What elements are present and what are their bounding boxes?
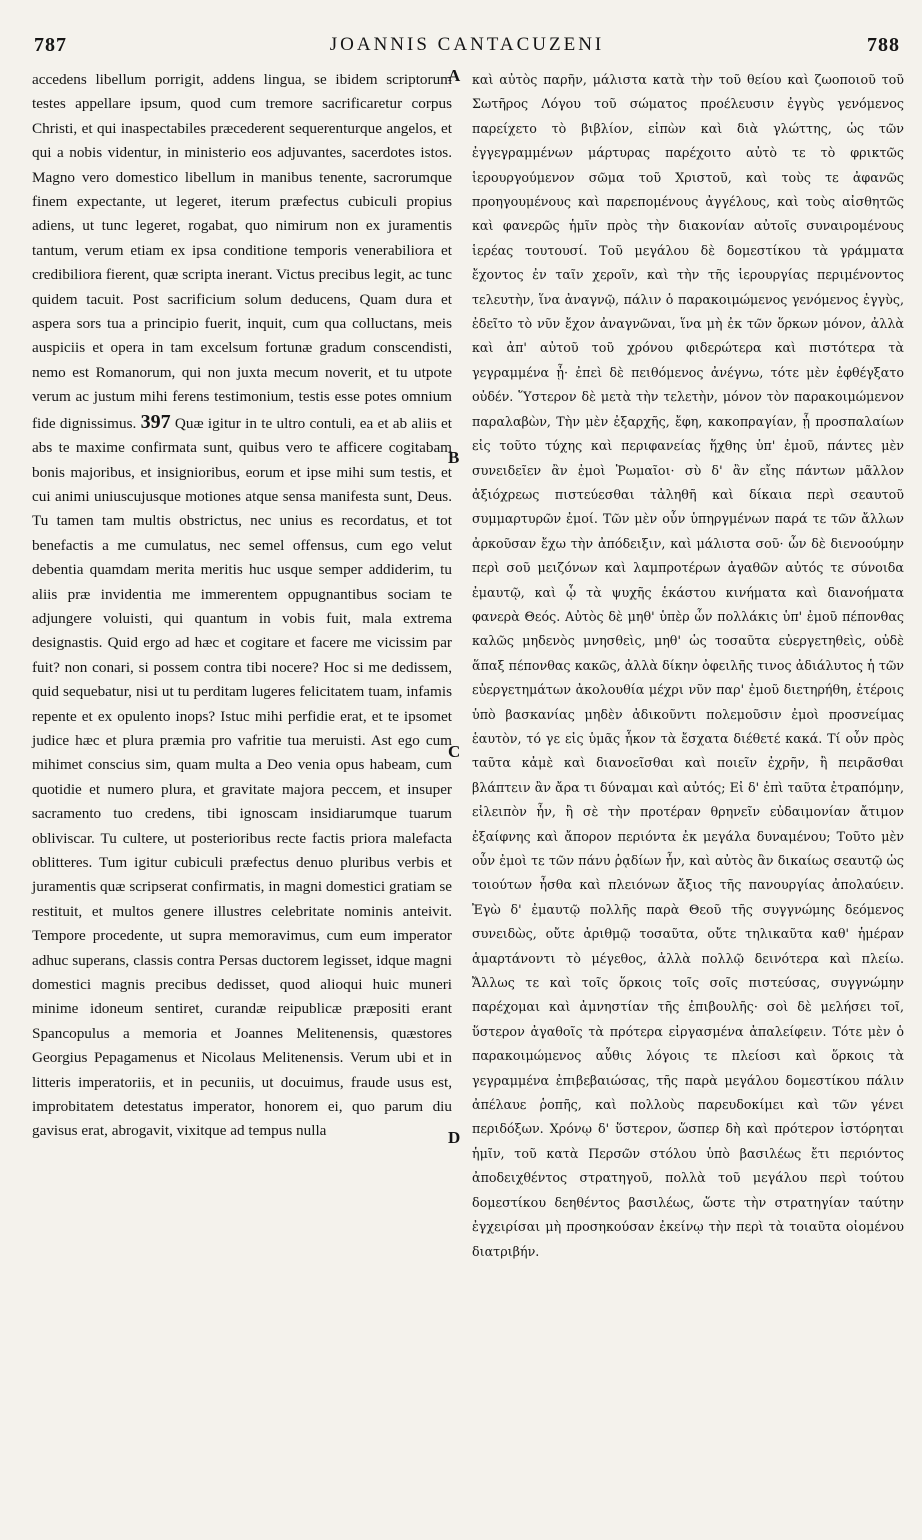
latin-text-part1: accedens libellum porrigit, addens lingua, se ibidem scriptorum testes appellare ipsum, quod cum tremore sacrificaretur corpus Christi, et qui inaspectabiles præcederent sequerenturque angelos, et qui a nobis videntur, in ministerio eos adjuvantes, sacerdotes istos. Magno vero domestico libellum in manibus tenente, sacrorumque finem expectante, ut legeret, iterum præfectus cubiculi propius adiens, ut tunc legeret, rogabat, quo nimirum non ex juramentis tantum, verum etiam ex ipsa conditione temporis venerabiliora et credibiliora fierent, quæ scripta inerant. Victus precibus legit, ac tunc quidem tacuit. Post sacrificium solum deducens, Quam dura et aspera sors tua a principio fuerit, inquit, cum qua colluctans, meis auspiciis et opera in tam excelsum fortunæ gradum conscendisti, nemo est Romanorum, qui non juxta mecum noverit, et tu utpote verum ac justum mihi ferens testimonium, testis esse potes omnium fide dignissimus. [32, 71, 452, 432]
margin-marker-a: A [448, 66, 461, 85]
latin-paragraph [32, 68, 452, 1144]
page-number-right: 788 [867, 33, 900, 56]
section-number: 397 [140, 410, 171, 433]
margin-marker-c: C [448, 742, 461, 761]
latin-column [32, 68, 452, 1144]
running-title: JOANNIS CANTACUZENI [329, 34, 605, 55]
margin-marker-b: B [448, 448, 460, 467]
margin-marker-d: D [448, 1128, 461, 1147]
latin-text-part2: Quæ igitur in te ultro contuli, ea et ab aliis et abs te maxime confirmata sunt, quibus vero te afficere cogitabam bonis majoribus, et insignioribus, eorum et ipse mihi sum testis, et cui animi uniuscujusque motiones atque sensa manifesta sunt, Deus. Tu tamen tam multis obstrictus, nec unius es recordatus, et tot benefactis a me cumulatus, nec semel offensus, cum ego velut debentia quamdam merita meritis huc usque semper addiderim, tu aliis præ invidentia me immerentem oppugnantibus sociam te adjungere voluisti, qui quantum in vobis fuit, mala extrema designastis. Quid ergo ad hæc et cogitare et facere me vicissim par fuit? non conari, si possem contra tibi nocere? Hoc si me dedissem, quid sequebatur, nisi ut tu perditam lugeres felicitatem tuam, infamis repente et ex opulento inops? Istuc mihi perfidie erat, et te ipsomet judice hæc et plura præmia pro vafritie tua meruisti. Ast ego cum mihimet conscius sim, quam multa a Deo venia opus habeam, cum quotidie et numero plura, et gravitate majora peccem, et insuper sacramento tuo credens, tibi ignoscam insidiarumque tuarum obliviscar. Tu cultere, ut posterioribus recte factis priora malefacta oblitteres. Tum igitur cubiculi præfectus denuo pluribus verbis et juramentis quæ scripserat confirmatis, in magni domestici gratiam se restituit, et multos genere illustres celebritate nominis anteivit. Tempore procedente, ut supra memoravimus, cum eum imperator adhuc superans, classis contra Persas ductorem legisset, idque magni domestici magnis precibus dedisset, quod alioqui huic muneri minime idoneum sentiret, curandæ reipublicæ præpositi erant Spancopulus a memoria et Joannes Melitenensis, quæstores Georgius Pepagamenus et Nicolaus Melitenensis. Verum ubi et in litteris imperatoriis, et in pecuniis, ut docuimus, fraude usus est, improbitatem detestatus imperator, honorem ei, quo parum diu gavisus erat, abrogavit, vixitque ad tempus nulla [32, 414, 453, 1140]
running-header [34, 30, 900, 60]
greek-column [472, 68, 904, 1264]
greek-paragraph: καὶ αὐτὸς παρῆν, μάλιστα κατὰ τὴν τοῦ θείου καὶ ζωοποιοῦ τοῦ Σωτῆρος Λόγου τοῦ σώματος προέλευσιν ἐγγὺς γενόμενος παρείχετο τὸ βιβλίον, εἰπὼν καὶ διὰ γλώττης, ὡς τῶν ἐγγεγραμμένων μάρτυρας παρέχοιτο αὐτὸ τε τὸ φρικτῶς ἱερουργούμενον σῶμα τοῦ Χριστοῦ, καὶ τοὺς τε ἀφανῶς προηγουμένους καὶ παρεπομένους ἀγγέλους, καὶ τοὺς αἰσθητῶς καὶ φανερῶς ἡμῖν πρὸς τὴν διακονίαν αὐτοῖς συναιρομένους ἱερέας τουτουσί. Τοῦ μεγάλου δὲ δομεστίκου τὰ γράμματα ἔχοντος ἐν ταῖν χεροῖν, καὶ τὴν τῆς ἱερουργίας περιμένοντος τελευτὴν, ἵνα ἀναγνῷ, πάλιν ὁ παρακοιμώμενος γενόμενος ἐγγὺς, ἐδεῖτο τὸ νῦν ἔχον ἀναγνῶναι, ἵνα μὴ ἐκ τῶν ὅρκων μόνον, ἀλλὰ καὶ ἀπ' αὐτοῦ τοῦ χρόνου φιδερώτερα καὶ πιστότερα τὰ γεγραμμένα ᾖ· ἐπεὶ δὲ πειθόμενος ἀνέγνω, τότε μὲν ἐφθέγξατο οὐδέν. Ὕστερον δὲ μετὰ τὴν τελετὴν, μόνον τὸν παρακοιμώμενον παραλαβὼν, Τὴν μὲν ἐξαρχῆς, ἔφη, κακοπραγίαν, ᾗ προσπαλαίων εἰς τοῦτο τύχης καὶ περιφανείας ἥχθης ὑπ' ἐμοῦ, πάντες μὲν συνειδεῖεν ἂν ἐμοὶ Ῥωμαῖοι· σὺ δ' ἂν εἴης πάντων μᾶλλον ἀξιόχρεως πιστεύεσθαι τἀληθῆ καὶ δίκαια περὶ σεαυτοῦ συμμαρτυρῶν ἐμοί. Τῶν μὲν οὖν ὑπηργμένων παρά τε τῶν ἄλλων ἀρκοῦσαν ἔχω τὴν ἀπόδειξιν, καὶ μάλιστα σοῦ· ὧν δὲ διενοούμην περὶ σοῦ μειζόνων καὶ λαμπροτέρων ἀγαθῶν αὐτός τε σύνοιδα ἐμαυτῷ, καὶ ᾧ τὰ ψυχῆς ἑκάστου κινήματα καὶ διανοήματα φανερὰ Θεός. Αὐτὸς δὲ μηθ' ὑπὲρ ὧν πολλάκις ὑπ' ἐμοῦ πέπονθας καλῶς μηδενὸς μνησθεὶς, μηθ' ὡς τοσαῦτα εὐεργετηθεὶς, οὐδὲ ἅπαξ πέπονθας κακῶς, ἀλλὰ δίκην ὀφειλῆς τινος ἀδιάλυτος ἡ τῶν εὐεργετημάτων ἀκολουθία μέχρι νῦν παρ' ἐμοῦ διετηρήθη, ἑτέροις ὑπὸ βασκανίας μηδὲν ἀδικοῦντι πολεμοῦσιν ἐμοὶ προσνείμας ἑαυτὸν, τό γε εἰς ὑμᾶς ἧκον τὰ ἔσχατα διέθετέ κακά. Τί οὖν πρὸς ταῦτα κἀμὲ καὶ διανοεῖσθαι καὶ ποιεῖν ἐχρῆν, ἢ πειρᾶσθαι βλάπτειν ἂν ἄρα τι δύναμαι καὶ αὐτός; Εἰ δ' ἐπὶ ταῦτα ἐτραπόμην, εἰλειπὸν ἦν, ἢ σὲ τὴν προτέραν θρηνεῖν εὐδαιμονίαν ἄτιμον ἐξαίφνης καὶ ἄπορον περιόντα ἐκ μεγάλα δυναμένου; Τοῦτο μὲν οὖν ἐμοὶ τε τῶν πάνυ ῥᾳδίων ἦν, καὶ αὐτὸς ἂν δικαίως σεαυτῷ ὡς τοιούτων ἦσθα καὶ πλειόνων ἄξιος τῆς πανουργίας ἀπολαύειν. Ἐγὼ δ' ἐμαυτῷ πολλῆς παρὰ Θεοῦ τῆς συγγνώμης δεόμενος συνειδὼς, οὔτε ἀριθμῷ τοσαῦτα, οὔτε τηλικαῦτα καθ' ἡμέραν ἁμαρτάνοντι τὸ μέγεθος, ἀλλὰ πολλῷ δεινότερα καὶ πλείω. Ἄλλως τε καὶ τοῖς ὅρκοις τοῖς σοῖς πιστεύσας, συγγνώμην παρέχομαι καὶ ἀμνηστίαν τῆς ἐπιβουλῆς· σοὶ δὲ μελήσει τοῖ, ὕστερον ἀγαθοῖς τὰ πρότερα εἰργασμένα ἀπαλείφειν. Τότε μὲν ὁ παρακοιμώμενος αὖθις λόγοις τε πλείοσι καὶ ὅρκοις τὰ γεγραμμένα ἐπιβεβαιώσας, τῆς παρὰ μεγάλου δομεστίκου πάλιν ἀπέλαυε ῥοπῆς, καὶ πολλοὺς παρευδοκίμει καὶ τῶν γένει περιδόξων. Χρόνῳ δ' ὕστερον, ὥσπερ δὴ καὶ πρότερον ἱστόρηται ἡμῖν, τοῦ κατὰ Περσῶν στόλου ὑπὸ βασιλέως ἔτι περιόντος ἀποδειχθέντος στρατηγοῦ, πολλὰ τοῦ μεγάλου περὶ τούτου δομεστίκου δεηθέντος βασιλέως, ὥστε τὴν στρατηγίαν ταύτην ἐγχειρίσαι μὴ προσηκούσαν ἐκείνῳ τὴν περὶ τὰ τοιαῦτα οἰομένου διατριβήν. [472, 72, 904, 1259]
page-number-left: 787 [34, 33, 67, 56]
